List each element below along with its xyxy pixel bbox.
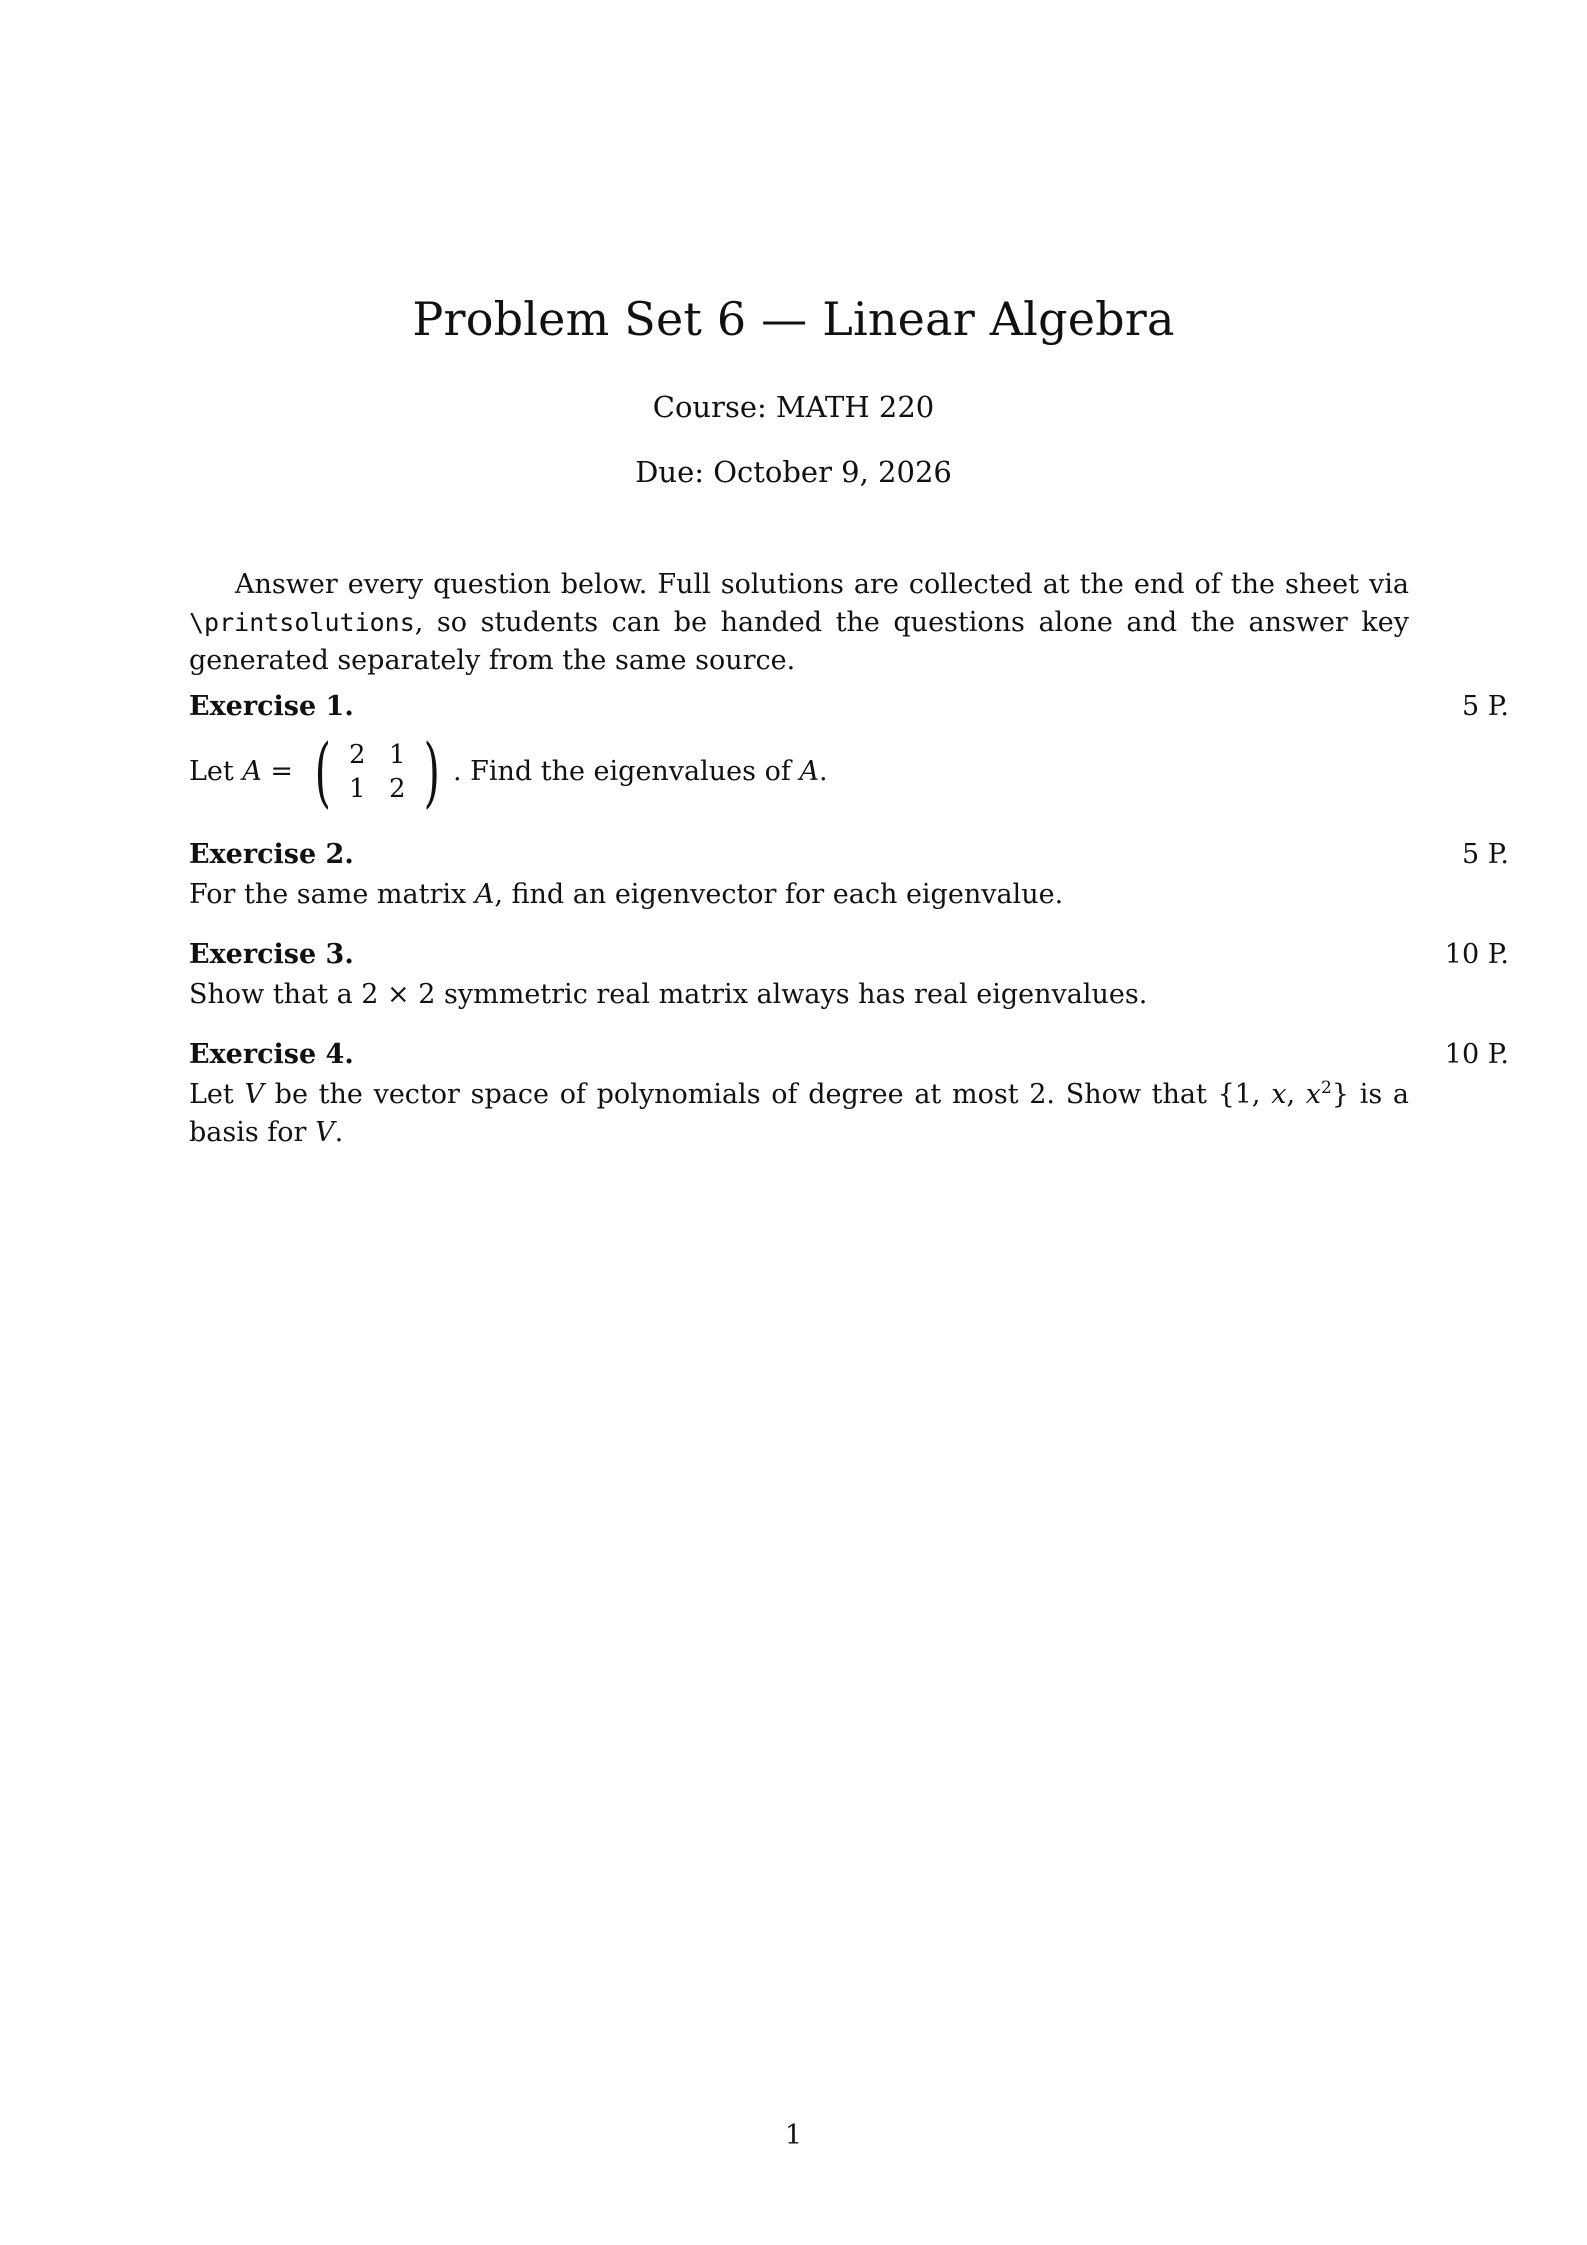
due-date-line: Due: October 9, 2026 xyxy=(635,455,952,489)
exercise-4-x2: x xyxy=(1305,1079,1321,1110)
exercise-1 xyxy=(189,688,1509,816)
exercise-2-var: A xyxy=(474,879,495,910)
exercise-1-equals: = xyxy=(261,756,302,787)
exercise-4 xyxy=(189,1036,1509,1152)
intro-command: \printsolutions xyxy=(189,608,415,637)
exercise-4-exponent: 2 xyxy=(1320,1078,1332,1098)
exercise-3-header xyxy=(189,936,1509,974)
exercise-1-prefix: Let xyxy=(189,756,243,787)
exercise-4-close: } is a basis for xyxy=(189,1079,1409,1148)
exercise-2-text xyxy=(189,876,1409,914)
exercise-2-suffix: , find an eigenvector for each eigenvalue. xyxy=(494,879,1064,910)
intro-paragraph xyxy=(189,566,1409,680)
exercise-3-points: 10 P. xyxy=(1444,939,1509,970)
page-title: Problem Set 6 — Linear Algebra xyxy=(412,292,1175,346)
exercise-4-comma: , xyxy=(1286,1079,1306,1110)
exercise-4-middle: be the vector space of polynomials of degree at most 2. Show that {1, xyxy=(263,1079,1272,1110)
matrix-a xyxy=(308,727,447,816)
exercise-1-var: A xyxy=(242,756,262,787)
matrix-cell: 1 xyxy=(349,774,366,804)
course-line: Course: MATH 220 xyxy=(652,390,935,424)
exercise-1-end: . xyxy=(818,756,828,787)
exercise-2-points: 5 P. xyxy=(1461,839,1509,870)
exercise-2-title: Exercise 2. xyxy=(189,839,354,870)
right-paren: ) xyxy=(423,727,441,816)
exercise-3 xyxy=(189,936,1509,1014)
exercise-4-var-end: V xyxy=(315,1117,335,1148)
exercise-1-title: Exercise 1. xyxy=(189,691,354,722)
exercise-4-text xyxy=(189,1076,1409,1152)
matrix-cell: 2 xyxy=(389,774,406,804)
intro-text-1: Answer every question below. Full solutions are collected at the end of the sheet via xyxy=(235,569,1409,600)
exercise-2-prefix: For the same matrix xyxy=(189,879,475,910)
exercise-4-prefix: Let xyxy=(189,1079,245,1110)
exercise-4-header xyxy=(189,1036,1509,1074)
exercise-4-x1: x xyxy=(1271,1079,1287,1110)
left-paren: ( xyxy=(314,727,331,816)
problem-set-body xyxy=(189,566,1509,1152)
matrix-grid xyxy=(337,738,417,806)
exercise-4-points: 10 P. xyxy=(1444,1039,1509,1070)
exercise-4-title: Exercise 4. xyxy=(189,1039,354,1070)
page-number: 1 xyxy=(784,2120,803,2151)
exercise-1-points: 5 P. xyxy=(1461,691,1509,722)
intro-text-2: , so students can be handed the questions alone and the answer key generated separately from the same source. xyxy=(189,607,1409,676)
matrix-cell: 2 xyxy=(349,740,366,770)
exercise-1-suffix: . Find the eigenvalues of xyxy=(452,756,800,787)
exercise-1-text xyxy=(189,727,1409,816)
exercise-1-header xyxy=(189,688,1509,726)
exercise-2 xyxy=(189,836,1509,914)
exercise-3-text: Show that a 2 × 2 symmetric real matrix always has real eigenvalues. xyxy=(189,979,1148,1010)
exercise-3-title: Exercise 3. xyxy=(189,939,354,970)
exercise-1-var-end: A xyxy=(799,756,819,787)
exercise-4-var: V xyxy=(244,1079,264,1110)
exercise-2-header xyxy=(189,836,1509,874)
exercise-4-end: . xyxy=(334,1117,344,1148)
matrix-cell: 1 xyxy=(389,740,406,770)
